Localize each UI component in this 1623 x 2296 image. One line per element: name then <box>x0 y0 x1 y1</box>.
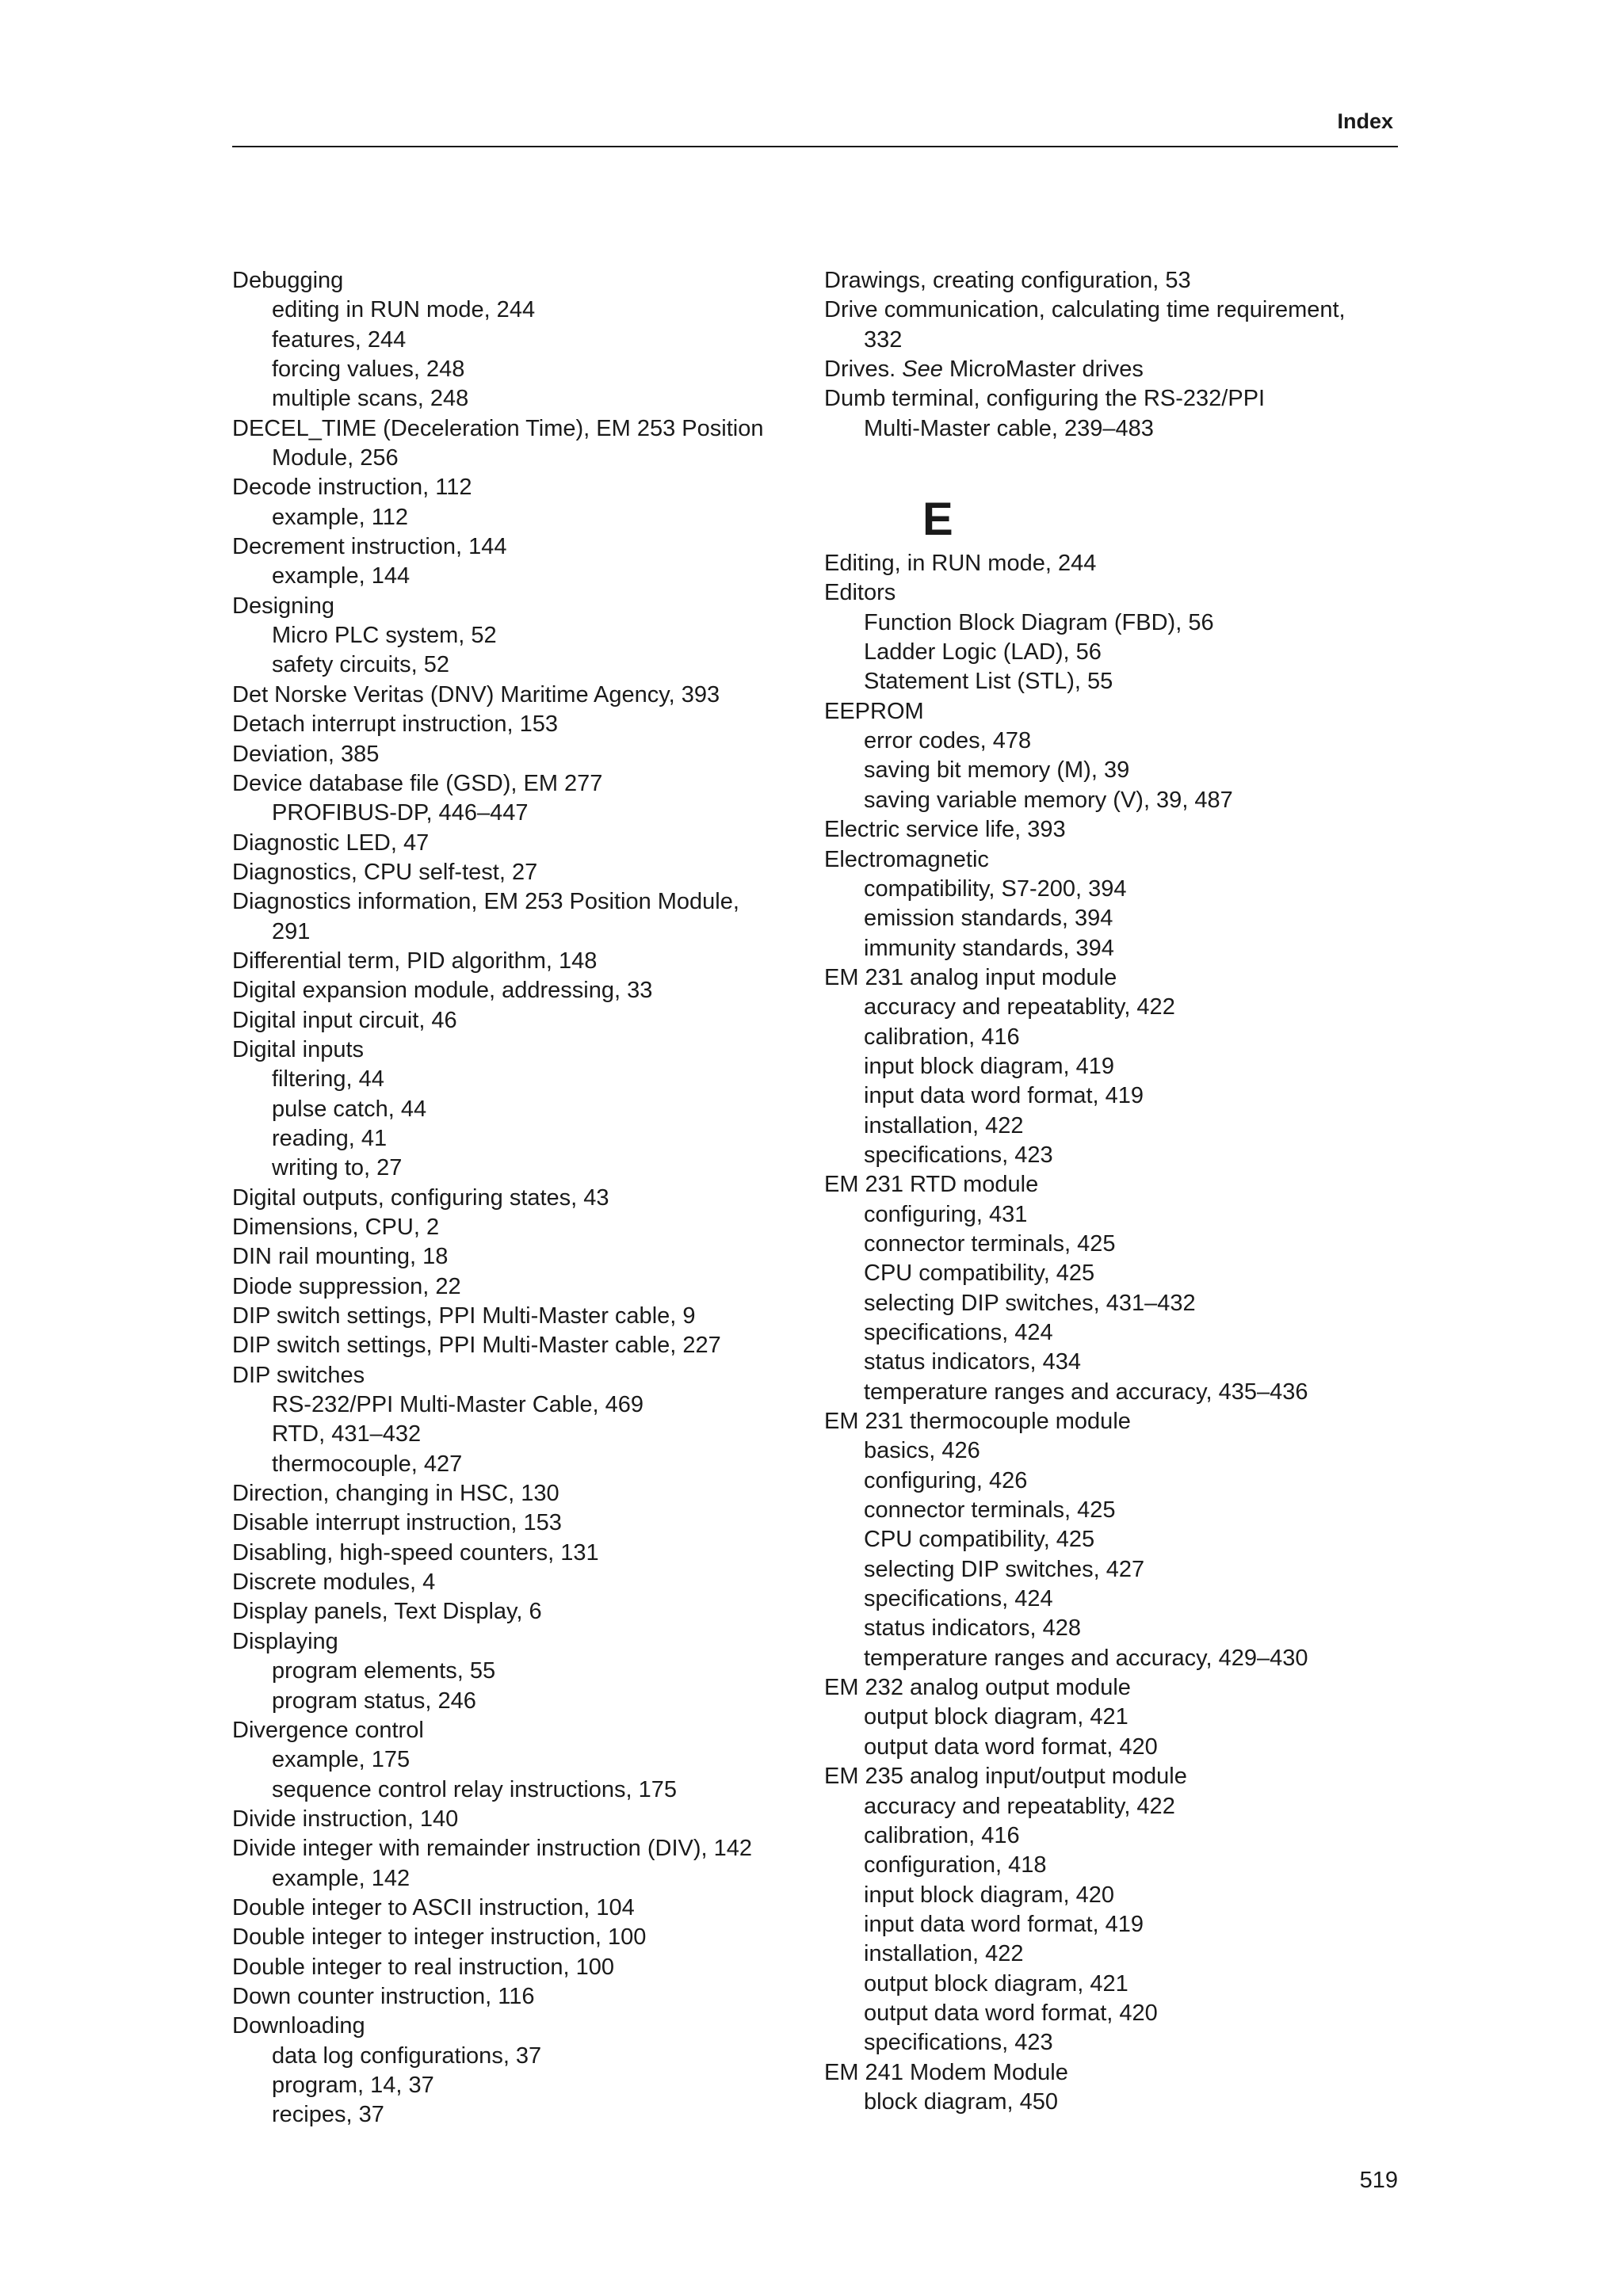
index-subentry: basics, 426 <box>864 1438 980 1464</box>
index-subentry: saving bit memory (M), 39 <box>864 757 1130 784</box>
index-subentry: example, 142 <box>272 1865 411 1891</box>
page-number: 519 <box>1359 2168 1398 2193</box>
index-entry: EM 231 analog input module <box>824 964 1117 990</box>
index-entry: Divide integer with remainder instruction (DIV), 142 <box>232 1836 752 1862</box>
index-subentry: accuracy and repeatablity, 422 <box>864 1793 1175 1819</box>
index-entry: Double integer to integer instruction, 100 <box>232 1924 647 1951</box>
running-head: Index <box>1337 109 1393 133</box>
index-subentry: CPU compatibility, 425 <box>864 1261 1095 1287</box>
index-subentry: configuring, 426 <box>864 1467 1028 1493</box>
index-entry: Double integer to ASCII instruction, 104 <box>232 1894 635 1920</box>
index-subentry: output data word format, 420 <box>864 1733 1158 1760</box>
index-subentry: program status, 246 <box>272 1688 476 1714</box>
index-subentry: program elements, 55 <box>272 1658 496 1684</box>
index-subentry: recipes, 37 <box>272 2102 384 2128</box>
index-subentry: output data word format, 420 <box>864 2000 1158 2026</box>
index-subentry: reading, 41 <box>272 1125 388 1151</box>
index-subentry: PROFIBUS‑DP, 446–447 <box>272 800 529 826</box>
index-entry: Digital inputs <box>232 1036 365 1062</box>
index-subentry: program, 14, 37 <box>272 2072 434 2098</box>
index-entry: Drawings, creating configuration, 53 <box>824 268 1191 293</box>
index-subentry: configuring, 431 <box>864 1201 1028 1227</box>
index-subentry: input block diagram, 419 <box>864 1053 1114 1079</box>
index-subentry: data log configurations, 37 <box>272 2042 542 2069</box>
index-subentry: saving variable memory (V), 39, 487 <box>864 787 1233 813</box>
index-subentry: calibration, 416 <box>864 1822 1020 1848</box>
index-entry: Debugging <box>232 268 344 293</box>
index-subentry: input data word format, 419 <box>864 1083 1144 1109</box>
index-subentry: example, 175 <box>272 1747 411 1773</box>
index-subentry: writing to, 27 <box>272 1155 403 1181</box>
index-entry: DIP switches <box>232 1362 365 1388</box>
index-entry: DIP switch settings, PPI Multi‑Master cable, 9 <box>232 1303 696 1329</box>
index-entries-d <box>824 266 1411 444</box>
index-entry: EM 231 RTD module <box>824 1172 1039 1198</box>
index-entry: Disabling, high‑speed counters, 131 <box>232 1539 599 1566</box>
index-subentry: input block diagram, 420 <box>864 1882 1114 1908</box>
index-subentry: safety circuits, 52 <box>272 652 450 678</box>
index-entry: EM 235 analog input/output module <box>824 1764 1187 1790</box>
index-subentry: selecting DIP switches, 427 <box>864 1556 1145 1582</box>
index-subentry: 291 <box>272 918 311 944</box>
index-entry: DIN rail mounting, 18 <box>232 1244 449 1270</box>
index-subentry: compatibility, S7‑200, 394 <box>864 875 1127 902</box>
index-entry: Designing <box>232 593 334 619</box>
index-subentry: installation, 422 <box>864 1941 1024 1967</box>
index-subentry: sequence control relay instructions, 175 <box>272 1776 678 1802</box>
index-entry: EM 241 Modem Module <box>824 2059 1068 2085</box>
index-subentry: error codes, 478 <box>864 728 1032 754</box>
index-entries-e <box>824 549 1411 2117</box>
index-subentry: configuration, 418 <box>864 1852 1047 1878</box>
index-subentry: pulse catch, 44 <box>272 1096 427 1122</box>
index-subentry: 332 <box>864 326 903 353</box>
index-subentry: multiple scans, 248 <box>272 386 469 412</box>
index-entry: Editors <box>824 580 896 606</box>
index-subentry: input data word format, 419 <box>864 1911 1144 1937</box>
index-subentry: Ladder Logic (LAD), 56 <box>864 639 1102 666</box>
section-letter: E <box>922 494 953 546</box>
index-entry: Device database file (GSD), EM 277 <box>232 770 603 796</box>
index-subentry: specifications, 423 <box>864 1142 1053 1168</box>
index-entry: Drives. See MicroMaster drives <box>824 357 1144 383</box>
index-entry: Drive communication, calculating time requirement, <box>824 297 1346 323</box>
index-entry: Diode suppression, 22 <box>232 1273 461 1299</box>
index-entry: Detach interrupt instruction, 153 <box>232 711 559 738</box>
index-subentry: Micro PLC system, 52 <box>272 623 497 649</box>
index-entry: Decrement instruction, 144 <box>232 534 507 560</box>
index-entry: Downloading <box>232 2013 365 2039</box>
index-entry: Diagnostic LED, 47 <box>232 830 430 856</box>
index-subentry: status indicators, 428 <box>864 1615 1082 1642</box>
index-subentry: connector terminals, 425 <box>864 1497 1116 1524</box>
index-entry: EEPROM <box>824 698 924 724</box>
index-subentry: editing in RUN mode, 244 <box>272 297 536 323</box>
section-spacer <box>824 444 1411 490</box>
index-subentry: installation, 422 <box>864 1112 1024 1138</box>
index-entry: Decode instruction, 112 <box>232 475 472 501</box>
index-subentry: emission standards, 394 <box>864 906 1113 932</box>
index-entry: Electric service life, 393 <box>824 817 1066 843</box>
index-entry: Divergence control <box>232 1717 424 1743</box>
index-subentry: calibration, 416 <box>864 1024 1020 1050</box>
index-subentry: temperature ranges and accuracy, 429–430 <box>864 1645 1308 1671</box>
index-entry: EM 232 analog output module <box>824 1675 1131 1701</box>
index-entry: Digital input circuit, 46 <box>232 1007 457 1033</box>
index-subentry: accuracy and repeatablity, 422 <box>864 994 1175 1020</box>
index-subentry: immunity standards, 394 <box>864 935 1114 961</box>
index-entry: EM 231 thermocouple module <box>824 1409 1131 1435</box>
index-entry: Editing, in RUN mode, 244 <box>824 551 1097 577</box>
header-rule <box>232 146 1398 147</box>
index-entry: Digital expansion module, addressing, 33 <box>232 978 653 1004</box>
index-subentry: thermocouple, 427 <box>272 1451 463 1477</box>
index-subentry: temperature ranges and accuracy, 435–436 <box>864 1379 1308 1405</box>
index-subentry: example, 112 <box>272 504 408 530</box>
index-entry: Electromagnetic <box>824 846 989 872</box>
index-subentry: Module, 256 <box>272 445 399 471</box>
index-subentry: Statement List (STL), 55 <box>864 669 1113 695</box>
index-subentry: specifications, 424 <box>864 1320 1053 1345</box>
see-reference: See <box>902 357 943 383</box>
index-subentry: block diagram, 450 <box>864 2088 1059 2115</box>
index-entry: Divide instruction, 140 <box>232 1806 459 1832</box>
index-entry: Disable interrupt instruction, 153 <box>232 1510 562 1536</box>
index-entry: Differential term, PID algorithm, 148 <box>232 948 598 974</box>
index-entry: Double integer to real instruction, 100 <box>232 1954 615 1980</box>
index-entry: Digital outputs, configuring states, 43 <box>232 1184 609 1211</box>
index-subentry: example, 144 <box>272 563 411 589</box>
index-subentry: forcing values, 248 <box>272 357 465 383</box>
index-subentry: RS‑232/PPI Multi‑Master Cable, 469 <box>272 1392 644 1418</box>
index-entry: Dumb terminal, configuring the RS‑232/PPI <box>824 386 1266 412</box>
index-entry: DECEL_TIME (Deceleration Time), EM 253 Position <box>232 415 764 441</box>
index-entry: Diagnostics information, EM 253 Position Module, <box>232 889 739 915</box>
index-subentry: specifications, 423 <box>864 2030 1053 2056</box>
index-entry: Dimensions, CPU, 2 <box>232 1215 440 1240</box>
index-subentry: specifications, 424 <box>864 1586 1053 1612</box>
index-entry: Display panels, Text Display, 6 <box>232 1599 542 1625</box>
index-subentry: connector terminals, 425 <box>864 1230 1116 1257</box>
index-entry: Diagnostics, CPU self‑test, 27 <box>232 859 538 885</box>
index-subentry: RTD, 431–432 <box>272 1421 422 1447</box>
index-entry: Deviation, 385 <box>232 741 380 767</box>
index-entry: DIP switch settings, PPI Multi‑Master cable, 227 <box>232 1333 721 1359</box>
index-entry: Det Norske Veritas (DNV) Maritime Agency, 393 <box>232 681 720 707</box>
index-subentry: output block diagram, 421 <box>864 1970 1128 1997</box>
index-subentry: features, 244 <box>272 326 407 353</box>
index-subentry: filtering, 44 <box>272 1066 384 1093</box>
index-entry: Down counter instruction, 116 <box>232 1983 535 2009</box>
index-subentry: Multi‑Master cable, 239–483 <box>864 415 1154 441</box>
index-entry: Displaying <box>232 1628 338 1654</box>
index-entry: Discrete modules, 4 <box>232 1569 436 1596</box>
index-subentry: CPU compatibility, 425 <box>864 1527 1095 1553</box>
index-subentry: status indicators, 434 <box>864 1349 1082 1375</box>
index-subentry: selecting DIP switches, 431–432 <box>864 1290 1196 1316</box>
index-subentry: Function Block Diagram (FBD), 56 <box>864 609 1214 635</box>
index-column-right <box>824 266 1411 2117</box>
index-entry: Direction, changing in HSC, 130 <box>232 1481 559 1507</box>
index-column-left <box>232 266 819 2130</box>
index-subentry: output block diagram, 421 <box>864 1704 1128 1730</box>
